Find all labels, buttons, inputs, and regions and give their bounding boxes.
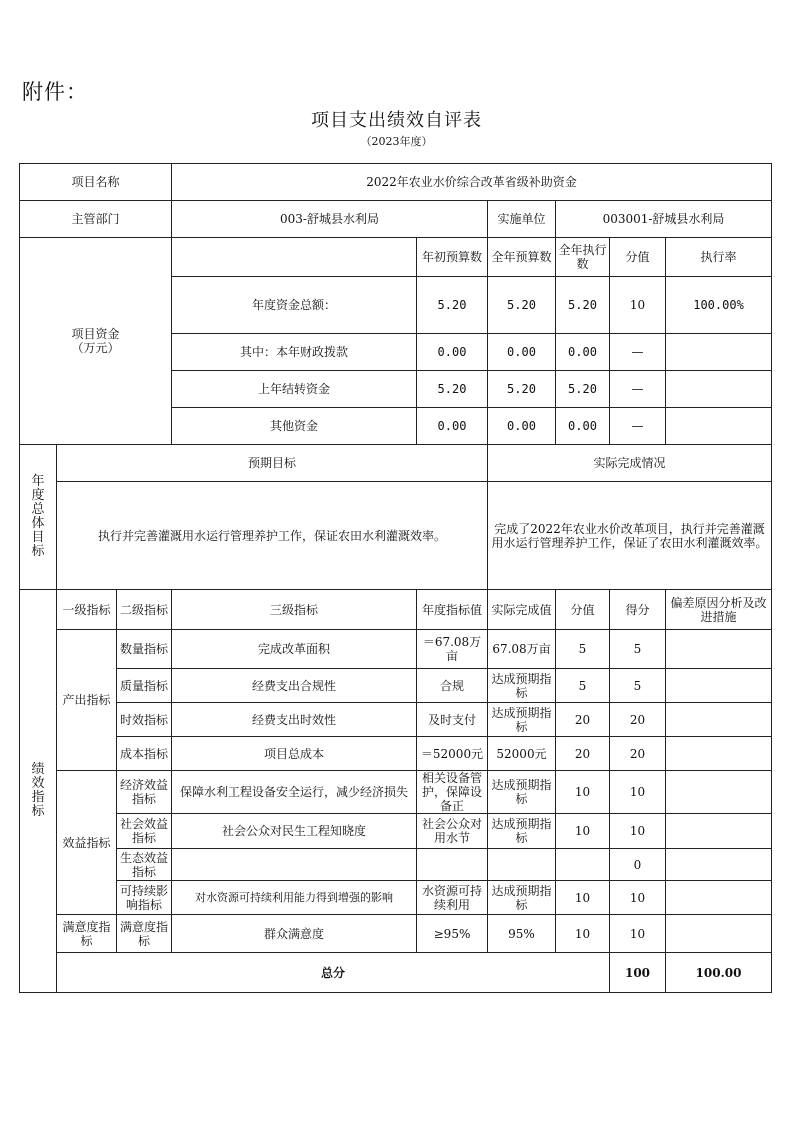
indicators-label-char: 效 xyxy=(31,776,45,791)
project-name: 2022年农业水价综合改革省级补助资金 xyxy=(172,164,772,201)
indicators-label-char: 绩 xyxy=(31,762,45,777)
indicator-score: 10 xyxy=(610,771,666,814)
indicator-score: 5 xyxy=(610,630,666,669)
indicator-actual: 达成预期指标 xyxy=(488,881,556,915)
goals-label-char: 总 xyxy=(31,502,45,517)
indicator-level3: 经费支出时效性 xyxy=(172,703,417,737)
funds-label xyxy=(20,238,172,445)
indicator-actual: 达成预期指标 xyxy=(488,669,556,703)
expected-goal-header: 预期目标 xyxy=(57,445,488,482)
funds-header-blank xyxy=(172,238,417,277)
funds-row-score-value: 10 xyxy=(610,277,666,334)
funds-row-name: 其他资金 xyxy=(172,408,417,445)
indicator-target: 相关设备管护，保障设备正 xyxy=(417,771,488,814)
funds-row-executed: 0.00 xyxy=(556,334,610,371)
funds-row-rate: 100.00% xyxy=(666,277,772,334)
funds-col-score-value: 分值 xyxy=(610,238,666,277)
header-score: 得分 xyxy=(610,590,666,630)
indicator-level3: 对水资源可持续利用能力得到增强的影响 xyxy=(172,881,417,915)
dept-row xyxy=(20,201,772,238)
funds-label-line2: （万元） xyxy=(71,341,120,355)
indicator-level2: 经济效益指标 xyxy=(117,771,172,814)
goals-label-char: 年 xyxy=(31,474,45,489)
indicator-value: 10 xyxy=(556,915,610,953)
funds-row-name: 上年结转资金 xyxy=(172,371,417,408)
funds-row-score-value: — xyxy=(610,334,666,371)
indicator-row xyxy=(20,630,772,669)
indicator-row xyxy=(20,737,772,771)
goals-label-char: 标 xyxy=(31,544,45,559)
evaluation-table xyxy=(19,163,772,993)
indicator-note xyxy=(666,771,772,814)
year-subtitle: （2023年度） xyxy=(360,135,433,148)
indicator-note xyxy=(666,630,772,669)
indicator-row xyxy=(20,771,772,814)
indicator-level2: 质量指标 xyxy=(117,669,172,703)
indicator-actual: 达成预期指标 xyxy=(488,771,556,814)
funds-row-executed: 5.20 xyxy=(556,371,610,408)
funds-row-score-value: — xyxy=(610,408,666,445)
indicator-score: 5 xyxy=(610,669,666,703)
indicator-actual: 达成预期指标 xyxy=(488,814,556,849)
indicator-actual: 达成预期指标 xyxy=(488,703,556,737)
indicator-note xyxy=(666,881,772,915)
indicator-value xyxy=(556,849,610,881)
indicators-label-char: 标 xyxy=(31,804,45,819)
indicator-level3: 保障水利工程设备安全运行，减少经济损失 xyxy=(172,771,417,814)
header-actual: 实际完成值 xyxy=(488,590,556,630)
indicator-actual: 67.08万亩 xyxy=(488,630,556,669)
funds-row-name: 其中：本年财政拨款 xyxy=(172,334,417,371)
header-note: 偏差原因分析及改进措施 xyxy=(666,590,772,630)
goals-label-char: 目 xyxy=(31,530,45,545)
funds-col-rate: 执行率 xyxy=(666,238,772,277)
indicator-value: 5 xyxy=(556,630,610,669)
funds-row-executed: 5.20 xyxy=(556,277,610,334)
header-level1: 一级指标 xyxy=(57,590,117,630)
indicator-level2: 生态效益指标 xyxy=(117,849,172,881)
indicator-row xyxy=(20,881,772,915)
indicator-value: 10 xyxy=(556,814,610,849)
indicator-score: 0 xyxy=(610,849,666,881)
indicator-note xyxy=(666,669,772,703)
indicator-level3 xyxy=(172,849,417,881)
goals-row xyxy=(20,482,772,590)
indicator-target: ＝67.08万亩 xyxy=(417,630,488,669)
indicator-level2: 时效指标 xyxy=(117,703,172,737)
indicator-score: 20 xyxy=(610,737,666,771)
indicators-label xyxy=(20,590,57,993)
indicator-target: 社会公众对用水节 xyxy=(417,814,488,849)
goals-label-char: 度 xyxy=(31,488,45,503)
actual-goal: 完成了2022年农业水价改革项目，执行并完善灌溉用水运行管理养护工作，保证了农田水利灌溉效率。 xyxy=(488,482,772,590)
indicator-level3: 完成改革面积 xyxy=(172,630,417,669)
indicator-note xyxy=(666,915,772,953)
indicator-target: ≥95% xyxy=(417,915,488,953)
funds-row-score-value: — xyxy=(610,371,666,408)
funds-row-rate xyxy=(666,408,772,445)
satisfaction-indicator-label: 满意度指标 xyxy=(57,915,117,953)
funds-row-rate xyxy=(666,371,772,408)
indicator-row xyxy=(20,814,772,849)
project-name-row xyxy=(20,164,772,201)
indicator-value: 20 xyxy=(556,737,610,771)
indicator-level2: 满意度指标 xyxy=(117,915,172,953)
indicator-level3: 群众满意度 xyxy=(172,915,417,953)
funds-row-initial: 0.00 xyxy=(417,334,488,371)
indicator-target xyxy=(417,849,488,881)
indicator-score: 10 xyxy=(610,915,666,953)
funds-row-executed: 0.00 xyxy=(556,408,610,445)
dept-value: 003-舒城县水利局 xyxy=(172,201,488,238)
page-title: 项目支出绩效自评表 xyxy=(311,110,482,131)
goals-label-char: 体 xyxy=(31,516,45,531)
output-indicator-label: 产出指标 xyxy=(57,630,117,771)
header-level2: 二级指标 xyxy=(117,590,172,630)
indicator-row xyxy=(20,849,772,881)
total-value: 100 xyxy=(610,953,666,993)
funds-row-rate xyxy=(666,334,772,371)
total-row xyxy=(20,953,772,993)
unit-value: 003001-舒城县水利局 xyxy=(556,201,772,238)
indicator-value: 10 xyxy=(556,881,610,915)
total-label: 总分 xyxy=(57,953,610,993)
funds-label-line1: 项目资金 xyxy=(71,327,120,341)
header-value: 分值 xyxy=(556,590,610,630)
benefit-indicator-label: 效益指标 xyxy=(57,771,117,915)
attachment-label: 附件： xyxy=(22,80,88,104)
goals-header-row xyxy=(20,445,772,482)
indicator-header-row xyxy=(20,590,772,630)
indicator-target: 合规 xyxy=(417,669,488,703)
dept-label: 主管部门 xyxy=(20,201,172,238)
indicator-level2: 数量指标 xyxy=(117,630,172,669)
funds-row-annual: 5.20 xyxy=(488,371,556,408)
indicator-level3: 社会公众对民生工程知晓度 xyxy=(172,814,417,849)
indicator-target: 水资源可持续利用 xyxy=(417,881,488,915)
funds-row-initial: 5.20 xyxy=(417,277,488,334)
indicator-level2: 可持续影响指标 xyxy=(117,881,172,915)
indicator-score: 20 xyxy=(610,703,666,737)
funds-col-executed: 全年执行数 xyxy=(556,238,610,277)
header-level3: 三级指标 xyxy=(172,590,417,630)
actual-goal-header: 实际完成情况 xyxy=(488,445,772,482)
indicator-actual xyxy=(488,849,556,881)
total-score: 100.00 xyxy=(666,953,772,993)
funds-col-initial: 年初预算数 xyxy=(417,238,488,277)
funds-row-initial: 0.00 xyxy=(417,408,488,445)
indicator-row xyxy=(20,915,772,953)
indicator-note xyxy=(666,814,772,849)
indicator-note xyxy=(666,737,772,771)
indicator-row xyxy=(20,669,772,703)
funds-header-row xyxy=(20,238,772,277)
project-name-label: 项目名称 xyxy=(20,164,172,201)
indicator-value: 10 xyxy=(556,771,610,814)
indicator-value: 5 xyxy=(556,669,610,703)
indicator-score: 10 xyxy=(610,814,666,849)
funds-row-name: 年度资金总额： xyxy=(172,277,417,334)
indicators-label-char: 指 xyxy=(31,790,45,805)
indicator-target: 及时支付 xyxy=(417,703,488,737)
funds-row-annual: 0.00 xyxy=(488,334,556,371)
funds-row-annual: 5.20 xyxy=(488,277,556,334)
expected-goal: 执行并完善灌溉用水运行管理养护工作，保证农田水利灌溉效率。 xyxy=(57,482,488,590)
indicator-note xyxy=(666,703,772,737)
indicator-actual: 95% xyxy=(488,915,556,953)
indicator-level3: 项目总成本 xyxy=(172,737,417,771)
indicator-target: ＝52000元 xyxy=(417,737,488,771)
indicator-row xyxy=(20,703,772,737)
funds-col-annual: 全年预算数 xyxy=(488,238,556,277)
indicator-actual: 52000元 xyxy=(488,737,556,771)
indicator-value: 20 xyxy=(556,703,610,737)
unit-label: 实施单位 xyxy=(488,201,556,238)
funds-row-annual: 0.00 xyxy=(488,408,556,445)
indicator-score: 10 xyxy=(610,881,666,915)
funds-row-initial: 5.20 xyxy=(417,371,488,408)
header-target: 年度指标值 xyxy=(417,590,488,630)
indicator-level2: 成本指标 xyxy=(117,737,172,771)
indicator-level2: 社会效益指标 xyxy=(117,814,172,849)
indicator-level3: 经费支出合规性 xyxy=(172,669,417,703)
goals-label xyxy=(20,445,57,590)
indicator-note xyxy=(666,849,772,881)
